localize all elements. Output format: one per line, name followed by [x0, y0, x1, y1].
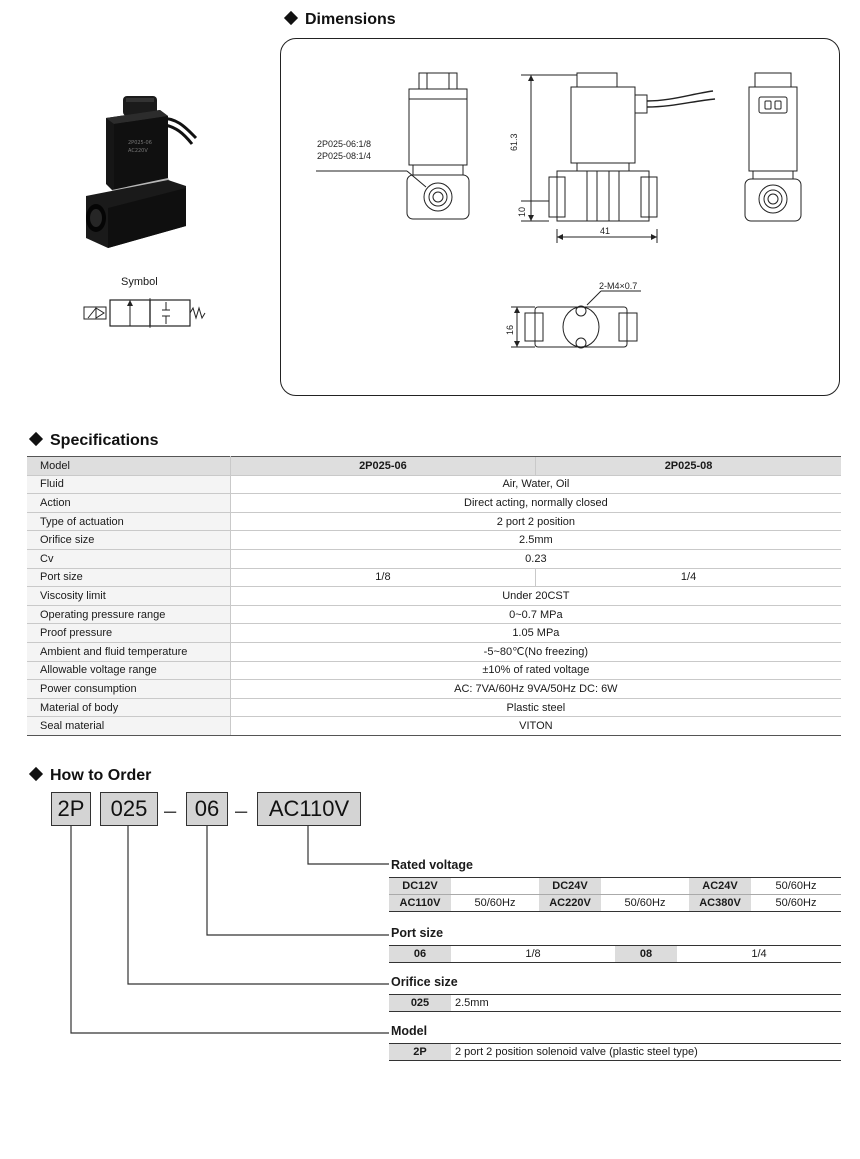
diamond-bullet-icon	[284, 11, 298, 25]
base-height-dimension: 10	[517, 206, 527, 217]
spec-label: Allowable voltage range	[27, 661, 230, 680]
product-photo	[68, 88, 208, 258]
spec-row	[27, 642, 841, 661]
code-dash: –	[164, 798, 177, 823]
spec-header-row	[27, 457, 841, 476]
voltage-code: AC110V	[389, 895, 451, 912]
voltage-code: AC220V	[539, 895, 601, 912]
model-code: 2P	[389, 1044, 451, 1061]
port-note-2: 2P025-08:1/4	[317, 151, 372, 161]
thread-dimension: 2-M4×0.7	[599, 281, 638, 291]
specifications-heading-text: Specifications	[50, 432, 159, 449]
spec-value-08: 1/4	[536, 568, 841, 587]
spec-label: Fluid	[27, 475, 230, 494]
valve-symbol-icon	[82, 294, 208, 330]
diamond-bullet-icon	[29, 767, 43, 781]
spec-value: Plastic steel	[230, 698, 841, 717]
voltage-code: AC380V	[689, 895, 751, 912]
voltage-row	[389, 878, 841, 895]
model-description: 2 port 2 position solenoid valve (plastic steel type)	[451, 1044, 841, 1061]
dimension-drawing	[281, 39, 841, 397]
model-title: Model	[391, 1024, 428, 1038]
orifice-row	[389, 995, 841, 1012]
model-table	[389, 1043, 841, 1061]
spec-header-model-06: 2P025-06	[230, 457, 535, 476]
spec-value: 2 port 2 position	[230, 512, 841, 531]
spec-label: Seal material	[27, 717, 230, 736]
diamond-bullet-icon	[29, 432, 43, 446]
orifice-code: 025	[389, 995, 451, 1012]
code-box-model: 2P	[51, 792, 91, 826]
specifications-table	[27, 456, 841, 736]
spec-label: Proof pressure	[27, 624, 230, 643]
code-box-voltage: AC110V	[257, 792, 361, 826]
voltage-freq: 50/60Hz	[601, 895, 689, 912]
spec-label: Material of body	[27, 698, 230, 717]
spec-row	[27, 494, 841, 513]
spec-value: 2.5mm	[230, 531, 841, 550]
spec-row	[27, 568, 841, 587]
port-size-table	[389, 945, 841, 963]
depth-dimension: 16	[505, 324, 515, 335]
spec-row	[27, 605, 841, 624]
dimensions-heading-text: Dimensions	[305, 11, 396, 28]
code-dash: –	[235, 798, 248, 823]
port-size-row	[389, 946, 841, 963]
spec-label: Operating pressure range	[27, 605, 230, 624]
port-value: 1/4	[677, 946, 841, 963]
spec-value: 0.23	[230, 549, 841, 568]
symbol-label: Symbol	[121, 276, 158, 288]
voltage-row	[389, 895, 841, 912]
spec-row	[27, 680, 841, 699]
spec-value: 0~0.7 MPa	[230, 605, 841, 624]
spec-row	[27, 587, 841, 606]
spec-row	[27, 661, 841, 680]
voltage-freq	[451, 878, 539, 895]
spec-label: Ambient and fluid temperature	[27, 642, 230, 661]
svg-text:AC220V: AC220V	[128, 148, 148, 154]
spec-row	[27, 698, 841, 717]
how-to-order-heading	[31, 767, 151, 785]
orifice-size-title: Orifice size	[391, 975, 458, 989]
port-size-title: Port size	[391, 926, 444, 940]
spec-row	[27, 549, 841, 568]
svg-text:2P025-06: 2P025-06	[128, 140, 152, 146]
spec-value: Air, Water, Oil	[230, 475, 841, 494]
how-to-order-heading-text: How to Order	[50, 767, 152, 784]
spec-label: Action	[27, 494, 230, 513]
width-dimension: 41	[600, 226, 611, 236]
spec-row	[27, 475, 841, 494]
rated-voltage-title: Rated voltage	[391, 858, 473, 872]
rated-voltage-table	[389, 877, 841, 912]
voltage-freq: 50/60Hz	[451, 895, 539, 912]
spec-value: 1.05 MPa	[230, 624, 841, 643]
spec-row	[27, 717, 841, 736]
spec-label: Viscosity limit	[27, 587, 230, 606]
height-dimension: 61.3	[509, 133, 519, 151]
spec-value: VITON	[230, 717, 841, 736]
spec-label: Cv	[27, 549, 230, 568]
voltage-code: AC24V	[689, 878, 751, 895]
spec-value: Under 20CST	[230, 587, 841, 606]
spec-value-06: 1/8	[230, 568, 535, 587]
spec-value: ±10% of rated voltage	[230, 661, 841, 680]
spec-label: Power consumption	[27, 680, 230, 699]
spec-value: Direct acting, normally closed	[230, 494, 841, 513]
orifice-size-table	[389, 994, 841, 1012]
dimensions-heading	[286, 11, 396, 29]
spec-row	[27, 531, 841, 550]
voltage-freq: 50/60Hz	[751, 878, 841, 895]
code-box-orifice: 025	[100, 792, 158, 826]
orifice-value: 2.5mm	[451, 995, 841, 1012]
port-code: 06	[389, 946, 451, 963]
model-row	[389, 1044, 841, 1061]
spec-header-model-08: 2P025-08	[536, 457, 841, 476]
specifications-heading	[31, 432, 158, 450]
spec-value: -5~80℃(No freezing)	[230, 642, 841, 661]
voltage-code: DC12V	[389, 878, 451, 895]
spec-header-label: Model	[27, 457, 230, 476]
port-code: 08	[615, 946, 677, 963]
spec-label: Port size	[27, 568, 230, 587]
spec-value: AC: 7VA/60Hz 9VA/50Hz DC: 6W	[230, 680, 841, 699]
code-box-port: 06	[186, 792, 228, 826]
port-note-1: 2P025-06:1/8	[317, 139, 372, 149]
voltage-freq: 50/60Hz	[751, 895, 841, 912]
port-value: 1/8	[451, 946, 615, 963]
spec-row	[27, 624, 841, 643]
spec-label: Orifice size	[27, 531, 230, 550]
voltage-freq	[601, 878, 689, 895]
dimensions-drawing-frame	[280, 38, 840, 396]
spec-row	[27, 512, 841, 531]
voltage-code: DC24V	[539, 878, 601, 895]
spec-label: Type of actuation	[27, 512, 230, 531]
